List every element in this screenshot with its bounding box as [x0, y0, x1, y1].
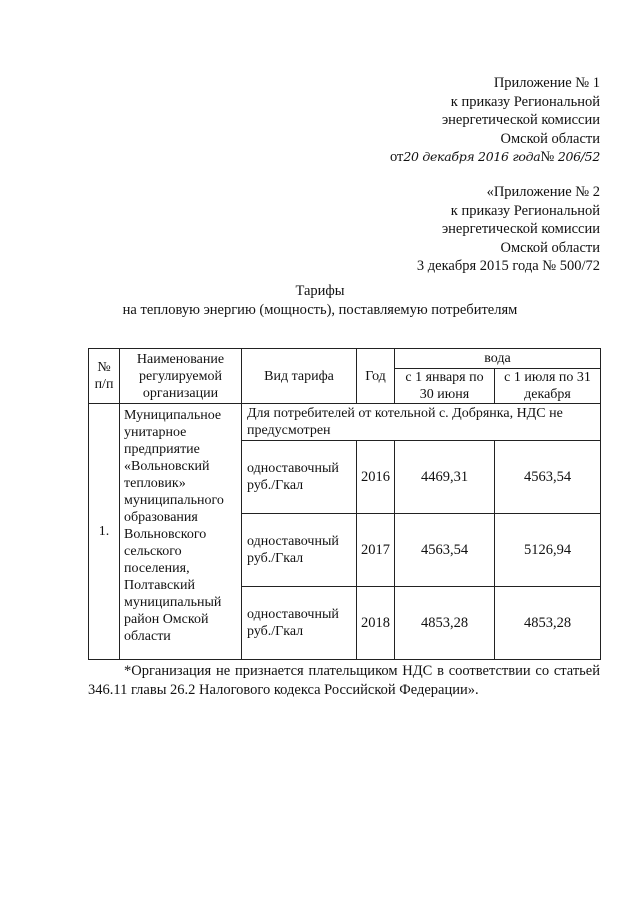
tariff-type-cell: одноставочный руб./Гкал: [242, 587, 357, 660]
value-second-half: 5126,94: [495, 514, 601, 587]
year-cell: 2018: [357, 587, 395, 660]
number-label: №: [540, 149, 555, 166]
row-number: 1.: [89, 404, 120, 660]
annex-1-commission-line: энергетической комиссии: [441, 112, 600, 129]
document-subtitle: на тепловую энергию (мощность), поставляемую потребителям: [122, 302, 518, 318]
annex-1-header: [390, 74, 600, 167]
footnote: *Организация не признается плательщиком НДС в соответствии со статьей 346.11 главы 26.2 Налогового кодекса Российской Федерации».: [88, 663, 600, 698]
document-title: Тарифы: [295, 283, 345, 299]
tariff-table: [88, 348, 601, 660]
header-water: вода: [395, 349, 601, 369]
value-second-half: 4563,54: [495, 441, 601, 514]
tariff-type-cell: одноставочный руб./Гкал: [242, 514, 357, 587]
value-first-half: 4469,31: [395, 441, 495, 514]
handwritten-number: 206/52: [557, 149, 600, 165]
organization-name: Муниципальное унитарное предприятие «Вольновский тепловик» муниципального образования Вольновского сельского поселения, Полтавский муниципальный район Омской области: [120, 404, 242, 660]
tariff-type-cell: одноставочный руб./Гкал: [242, 441, 357, 514]
value-first-half: 4853,28: [395, 587, 495, 660]
value-first-half: 4563,54: [395, 514, 495, 587]
year-cell: 2016: [357, 441, 395, 514]
header-organization: Наименование регулируемой организации: [120, 349, 242, 404]
annex-2-commission-line: энергетической комиссии: [441, 221, 600, 238]
from-label: от: [389, 149, 404, 166]
value-second-half: 4853,28: [495, 587, 601, 660]
annex-1-region-line: Омской области: [500, 130, 600, 147]
annex-2-region-line: Омской области: [500, 239, 600, 256]
annex-2-header: [417, 183, 600, 276]
consumer-group-label: Для потребителей от котельной с. Добрянка, НДС не предусмотрен: [242, 404, 601, 441]
handwritten-date: 20 декабря 2016 года: [403, 149, 541, 165]
header-period-first-half: с 1 января по 30 июня: [395, 369, 495, 404]
header-tariff-type: Вид тарифа: [242, 349, 357, 404]
annex-1-date-line: [390, 148, 600, 167]
header-number: № п/п: [89, 349, 120, 404]
annex-2-order-line: к приказу Региональной: [450, 202, 600, 219]
year-cell: 2017: [357, 514, 395, 587]
annex-2-date-line: 3 декабря 2015 года № 500/72: [416, 258, 600, 275]
header-period-second-half: с 1 июля по 31 декабря: [495, 369, 601, 404]
annex-2-title: «Приложение № 2: [486, 184, 600, 200]
annex-1-title: Приложение № 1: [493, 75, 600, 91]
annex-1-order-line: к приказу Региональной: [450, 93, 600, 110]
header-year: Год: [357, 349, 395, 404]
